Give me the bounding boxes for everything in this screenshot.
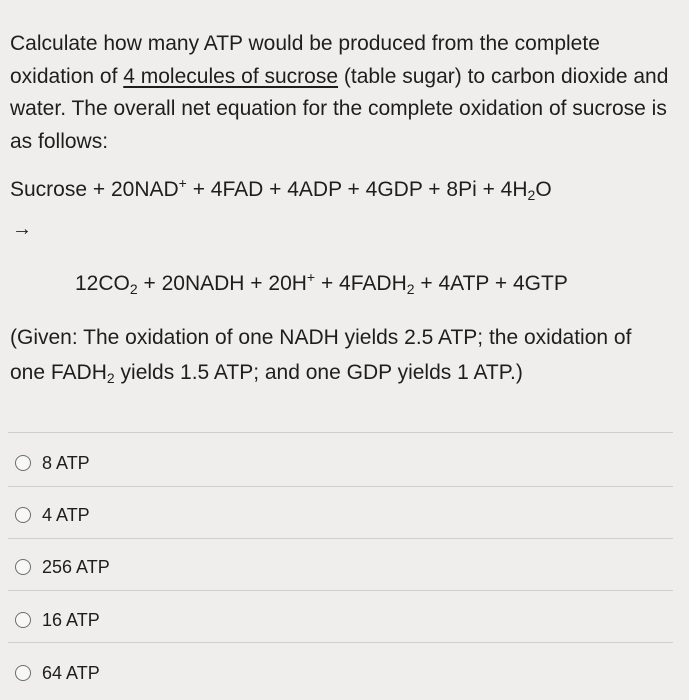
given-part-2: yields 1.5 ATP; and one GDP yields 1 ATP.) [114, 361, 523, 384]
question-text [10, 28, 670, 158]
answer-option[interactable] [15, 607, 100, 633]
products-part-4: + 4ATP + 4GTP [414, 272, 568, 295]
answer-option[interactable] [15, 554, 110, 580]
option-label: 256 ATP [42, 556, 110, 577]
option-label: 8 ATP [42, 452, 90, 473]
given-part-1: (Given: The oxidation of one NADH yields 2.5 ATP; the oxidation of one FADH [10, 326, 632, 384]
co2-subscript: 2 [129, 281, 138, 297]
radio-button[interactable] [15, 612, 31, 628]
radio-button[interactable] [15, 665, 31, 681]
reactants-part-1: Sucrose + 20NAD [10, 178, 179, 201]
products-part-1: 12CO [75, 272, 130, 295]
divider [8, 590, 673, 591]
question-underlined-text: 4 molecules of sucrose [123, 64, 339, 88]
equation-reactants [10, 175, 552, 203]
answer-option[interactable] [15, 660, 100, 686]
option-label: 16 ATP [42, 609, 100, 630]
reactants-part-2: + 4FAD + 4ADP + 4GDP + 8Pi + 4H [186, 178, 528, 201]
reaction-arrow: → [12, 218, 32, 240]
answer-option[interactable] [15, 450, 90, 476]
divider [8, 642, 673, 643]
radio-button[interactable] [15, 559, 31, 575]
radio-button[interactable] [15, 455, 31, 471]
divider [8, 432, 673, 433]
question-text-part-1: Calculate how many ATP would be produced from the complete oxidation of [10, 32, 600, 88]
nad-charge: + [178, 175, 187, 191]
fadh2-subscript: 2 [406, 281, 415, 297]
radio-button[interactable] [15, 507, 31, 523]
hydrogen-charge: + [306, 269, 316, 285]
reactants-part-3: O [535, 178, 552, 201]
answer-option[interactable] [15, 502, 90, 528]
fadh2-given-subscript: 2 [106, 370, 115, 386]
equation-products [75, 269, 568, 297]
option-label: 4 ATP [42, 504, 90, 525]
option-label: 64 ATP [42, 662, 100, 683]
question-text-part-2: (table sugar) to carbon dioxide and water. The overall net equation for the complete oxidation of sucrose is as follows: [10, 64, 669, 153]
divider [8, 486, 673, 487]
given-text [10, 320, 670, 390]
products-part-2: + 20NADH + 20H [137, 272, 307, 295]
water-subscript: 2 [527, 187, 536, 203]
divider [8, 538, 673, 539]
products-part-3: + 4FADH [315, 272, 407, 295]
